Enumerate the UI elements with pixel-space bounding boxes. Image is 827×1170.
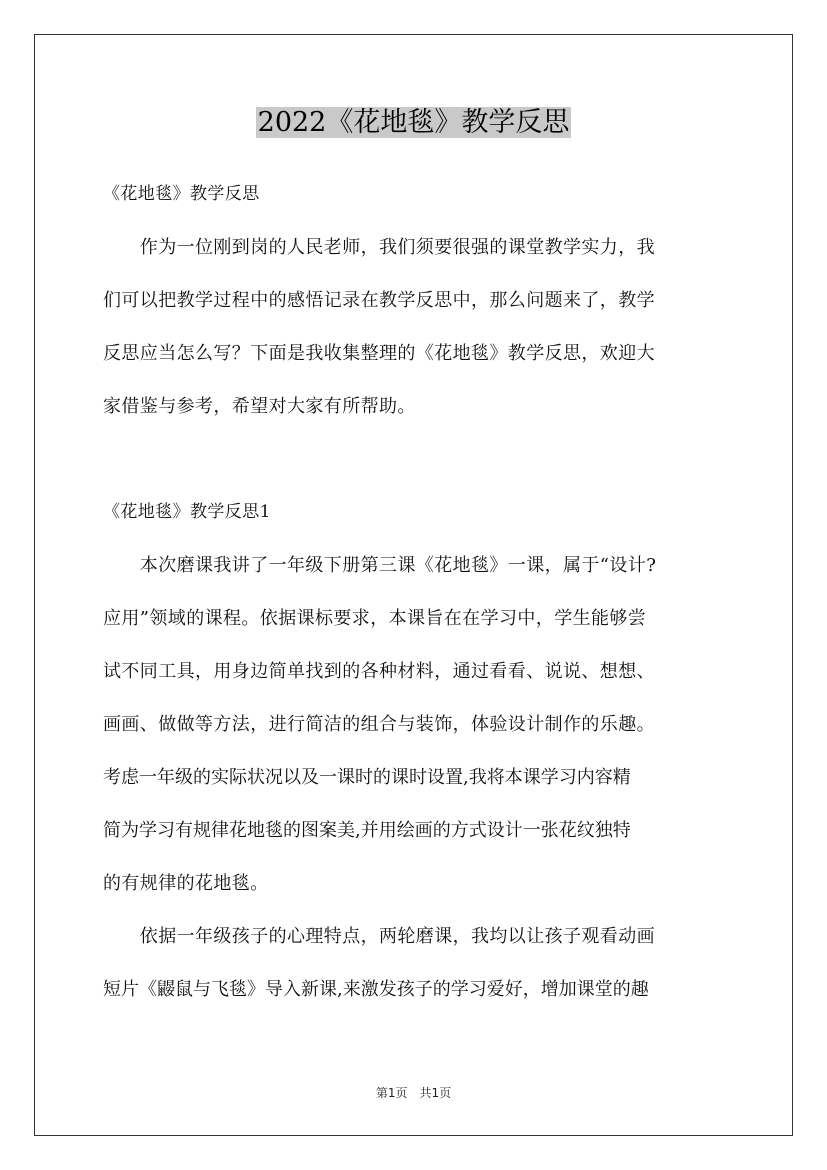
paragraph-line: 应用”领域的课程。依据课标要求，本课旨在在学习中，学生能够尝 xyxy=(103,608,647,629)
paragraph-line: 考虑一年级的实际状况以及一课时的课时设置,我将本课学习内容精 xyxy=(103,767,631,788)
paragraph-line: 依据一年级孩子的心理特点，两轮磨课，我均以让孩子观看动画 xyxy=(103,926,655,947)
document-body xyxy=(103,168,727,1016)
paragraph-line: 短片《鼹鼠与飞毯》导入新课,来激发孩子的学习爱好，增加课堂的趣 xyxy=(103,979,649,1000)
paragraph-line: 试不同工具，用身边简单找到的各种材料，通过看看、说说、想想、 xyxy=(103,661,655,682)
paragraph-line: 们可以把教学过程中的感悟记录在教学反思中，那么问题来了，教学 xyxy=(103,290,655,311)
paragraph-line: 本次磨课我讲了一年级下册第三课《花地毯》一课，属于“设计? xyxy=(103,555,657,576)
paragraph-line: 反思应当怎么写？下面是我收集整理的《花地毯》教学反思，欢迎大 xyxy=(103,343,655,364)
page-footer: 第1页 共1页 xyxy=(375,1086,452,1100)
paragraph-line: 家借鉴与参考，希望对大家有所帮助。 xyxy=(103,396,416,417)
paragraph-line: 画画、做做等方法，进行简洁的组合与装饰，体验设计制作的乐趣。 xyxy=(103,714,655,735)
document-title xyxy=(0,103,827,143)
blank-line xyxy=(103,433,727,486)
paragraph-line: 作为一位刚到岗的人民老师，我们须要很强的课堂教学实力，我 xyxy=(103,237,655,258)
section-heading-intro: 《花地毯》教学反思 xyxy=(103,184,260,204)
section-heading-1: 《花地毯》教学反思1 xyxy=(103,502,271,522)
document-title-text: 2022《花地毯》教学反思 xyxy=(257,107,570,138)
paragraph-line: 简为学习有规律花地毯的图案美,并用绘画的方式设计一张花纹独特 xyxy=(103,820,631,841)
paragraph-line: 的有规律的花地毯。 xyxy=(103,873,269,894)
